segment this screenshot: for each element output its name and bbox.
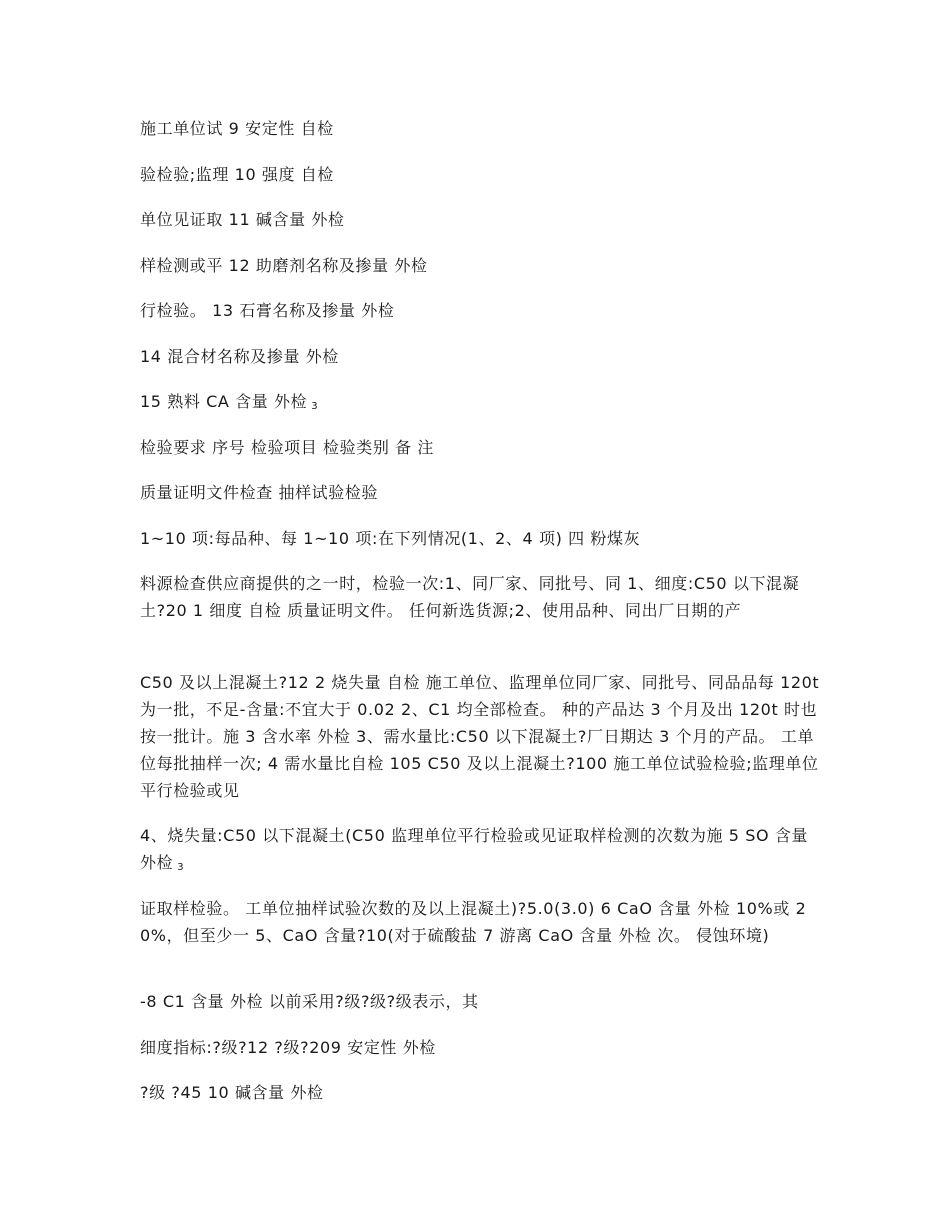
paragraph-text: 料源检查供应商提供的之一时，检验一次:1、同厂家、同批号、同 1、细度:C50 以下混凝土?20 1 细度 自检 质量证明文件。 任何新选货源;2、使用品种、同出厂日期的产 [140,574,800,620]
paragraph [140,988,820,1015]
paragraph [140,895,820,949]
paragraph [140,570,820,624]
paragraph [140,669,820,804]
subscript: 3 [311,401,319,412]
paragraph [140,479,820,506]
paragraph [140,161,820,188]
paragraph-text: 样检测或平 12 助磨剂名称及掺量 外检 [140,256,428,275]
paragraph [140,115,820,142]
paragraph-text: 检验要求 序号 检验项目 检验类别 备 注 [140,438,435,457]
subscript: 3 [177,862,185,873]
paragraph-text: 4、烧失量:C50 以下混凝土(C50 监理单位平行检验或见证取样检测的次数为施 5 SO 含量 外检 [140,826,809,872]
paragraph-text: 验检验;监理 10 强度 自检 [140,165,335,184]
paragraph-text: 单位见证取 11 碱含量 外检 [140,210,345,229]
paragraph [140,822,820,881]
paragraph-text: 证取样检验。 工单位抽样试验次数的及以上混凝土)?5.0(3.0) 6 CaO 含量 外检 10%或 20%，但至少一 5、CaO 含量?10(对于硫酸盐 7 游离 CaO 含量 外检 次。 侵蚀环境) [140,899,807,945]
paragraph [140,297,820,324]
paragraph-text: C50 及以上混凝土?12 2 烧失量 自检 施工单位、监理单位同厂家、同批号、同品品每 120t 为一批，不足-含量:不宜大于 0.02 2、C1 均全部检查。 种的产品达 3 个月及出 120t 时也按一批计。施 3 含水率 外检 3、需水量比:C50 以下混凝土?厂日期达 3 个月的产品。 工单位每批抽样一次; 4 需水量比自检 105 C50 及以上混凝土?100 施工单位试验检验;监理单位平行检验或见 [140,673,820,800]
paragraph [140,252,820,279]
paragraph-text: 14 混合材名称及掺量 外检 [140,347,339,366]
paragraph [140,343,820,370]
paragraph [140,525,820,552]
paragraph [140,434,820,461]
paragraph-text: 质量证明文件检查 抽样试验检验 [140,483,379,502]
paragraph [140,1034,820,1061]
paragraph-text: 15 熟料 CA 含量 外检 [140,392,308,411]
paragraph [140,388,820,420]
paragraph-text: -8 C1 含量 外检 以前采用?级?级?级表示，其 [140,992,479,1011]
paragraph-text: ?级 ?45 10 碱含量 外检 [140,1083,324,1102]
paragraph-text: 细度指标:?级?12 ?级?209 安定性 外检 [140,1038,436,1057]
paragraph-text: 1~10 项:每品种、每 1~10 项:在下列情况(1、2、4 项) 四 粉煤灰 [140,529,641,548]
paragraph [140,206,820,233]
paragraph-text: 行检验。 13 石膏名称及掺量 外检 [140,301,395,320]
paragraph [140,1079,820,1106]
paragraph-text: 施工单位试 9 安定性 自检 [140,119,334,138]
